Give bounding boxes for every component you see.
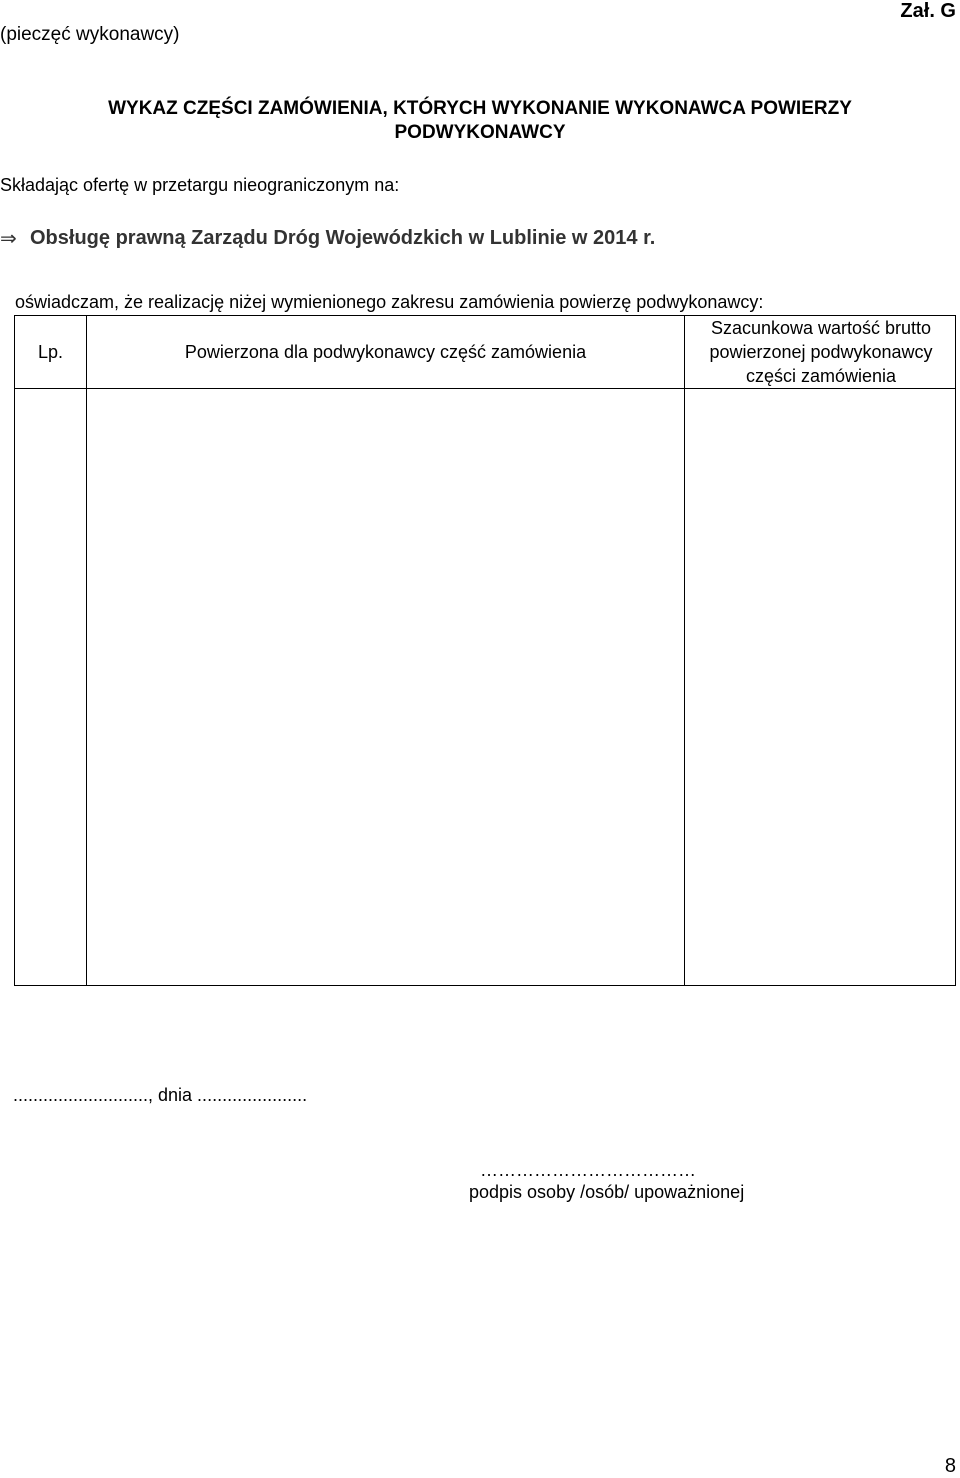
contractor-stamp-label: (pieczęć wykonawcy) — [0, 24, 180, 45]
annex-label: Zał. G — [900, 0, 956, 22]
table-header-value-line: powierzonej podwykonawcy — [709, 342, 933, 362]
document-title-line-2: PODWYKONAWCY — [394, 122, 566, 143]
double-arrow-icon: ⇒ — [0, 228, 17, 250]
page-number: 8 — [944, 1455, 956, 1477]
table-header-value-line: Szacunkowa wartość brutto — [710, 318, 932, 338]
table-column-divider — [86, 316, 87, 985]
table-column-divider — [684, 316, 685, 985]
table-header-divider — [15, 388, 955, 389]
date-line: ..........................., dnia ...................... — [13, 1085, 308, 1105]
table-header-lp — [15, 316, 86, 388]
subcontractor-table — [14, 315, 956, 986]
document-title-line-1: WYKAZ CZĘŚCI ZAMÓWIENIA, KTÓRYCH WYKONANIE WYKONAWCA POWIERZY — [108, 98, 852, 119]
table-header-value-line: części zamówienia — [745, 366, 897, 386]
tender-subject — [0, 226, 655, 251]
signature-dots: ……………………………… — [480, 1160, 696, 1180]
signature-label: podpis osoby /osób/ upoważnionej — [469, 1182, 745, 1202]
table-header-value — [685, 316, 957, 388]
declaration-text: oświadczam, że realizację niżej wymienionego zakresu zamówienia powierzę podwykonawcy: — [15, 292, 764, 312]
table-header-scope-label: Powierzona dla podwykonawcy część zamówienia — [184, 342, 587, 362]
table-header-scope — [87, 316, 684, 388]
table-header-lp-label: Lp. — [37, 342, 64, 362]
tender-subject-text: Obsługę prawną Zarządu Dróg Wojewódzkich w Lublinie w 2014 r. — [30, 227, 656, 249]
intro-text: Składając ofertę w przetargu nieograniczonym na: — [0, 175, 400, 195]
